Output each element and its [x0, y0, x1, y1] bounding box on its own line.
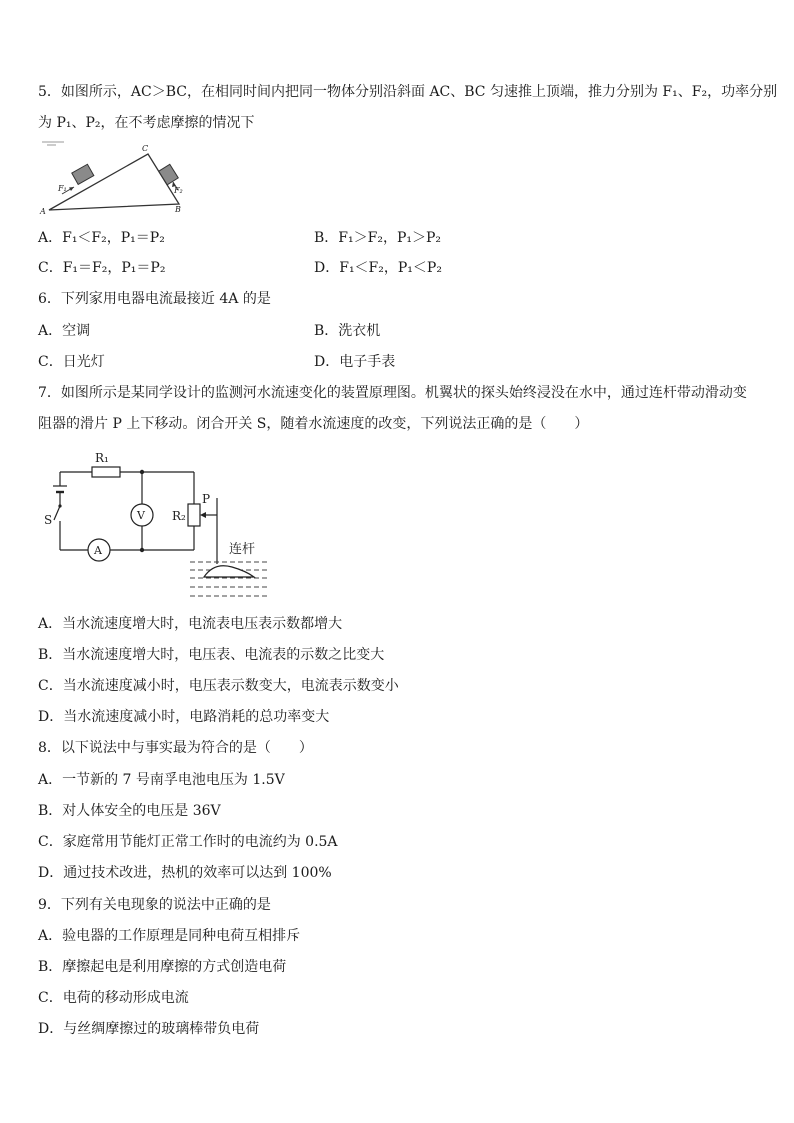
q9-stem: 9．下列有关电现象的说法中正确的是	[38, 897, 271, 913]
q6-option-b: B．洗衣机	[314, 323, 381, 339]
incline-triangle	[49, 154, 179, 210]
q7-circuit-figure	[36, 446, 276, 602]
label-f1: F₁	[58, 184, 67, 193]
q6-stem: 6．下列家用电器电流最接近 4A 的是	[38, 291, 271, 307]
q9-option-d: D．与丝绸摩擦过的玻璃棒带负电荷	[38, 1021, 260, 1037]
q6-option-a: A．空调	[38, 323, 91, 339]
q9-option-c: C．电荷的移动形成电流	[38, 990, 189, 1006]
q8-option-c: C．家庭常用节能灯正常工作时的电流约为 0.5A	[38, 834, 338, 850]
block-on-bc	[159, 164, 179, 184]
q5-option-d: D．F₁＜F₂，P₁＜P₂	[314, 260, 442, 276]
resistor-r1	[92, 467, 120, 477]
label-c: C	[142, 144, 149, 153]
label-a: A	[40, 207, 46, 216]
q8-option-a: A．一节新的 7 号南孚电池电压为 1.5V	[38, 772, 285, 788]
junction-dot	[140, 470, 144, 474]
q6-option-d: D．电子手表	[314, 354, 396, 370]
q5-stem-line2: 为 P₁、P₂，在不考虑摩擦的情况下	[38, 115, 255, 131]
q8-stem: 8．以下说法中与事实最为符合的是（ ）	[38, 740, 313, 756]
label-rod: 连杆	[229, 542, 256, 557]
q5-stem-line1: 5．如图所示，AC＞BC，在相同时间内把同一物体分别沿斜面 AC、BC 匀速推上顶端，推力分别为 F₁、F₂，功率分别	[38, 84, 778, 100]
q7-stem-line2: 阻器的滑片 P 上下移动。闭合开关 S，随着水流速度的改变，下列说法正确的是（ ）	[38, 416, 589, 432]
rheostat-r2	[188, 504, 200, 526]
q7-option-a: A．当水流速度增大时，电流表电压表示数都增大	[38, 616, 343, 632]
q9-option-b: B．摩擦起电是利用摩擦的方式创造电荷	[38, 959, 287, 975]
q6-option-c: C．日光灯	[38, 354, 105, 370]
q5-option-b: B．F₁＞F₂，P₁＞P₂	[314, 230, 442, 246]
q8-option-b: B．对人体安全的电压是 36V	[38, 803, 221, 819]
q7-stem-line1: 7．如图所示是某同学设计的监测河水流速变化的装置原理图。机翼状的探头始终浸没在水中，通过连杆带动滑动变	[38, 385, 747, 401]
slider-p-arrow	[200, 512, 206, 518]
junction-dot	[140, 548, 144, 552]
q5-option-a: A．F₁＜F₂，P₁＝P₂	[38, 230, 165, 246]
q5-option-c: C．F₁＝F₂，P₁＝P₂	[38, 260, 166, 276]
label-s: S	[44, 513, 53, 527]
wing-probe	[204, 566, 254, 577]
label-f2: F₂	[174, 186, 183, 195]
switch-s	[54, 506, 60, 520]
block-on-ac	[72, 164, 94, 184]
label-a-meter: A	[94, 544, 102, 557]
q8-option-d: D．通过技术改进，热机的效率可以达到 100%	[38, 865, 332, 881]
label-v: V	[137, 509, 145, 522]
q5-incline-figure	[36, 140, 196, 220]
label-r2: R₂	[172, 509, 186, 523]
q9-option-a: A．验电器的工作原理是同种电荷互相排斥	[38, 928, 301, 944]
q7-option-d: D．当水流速度减小时，电路消耗的总功率变大	[38, 709, 330, 725]
label-p: P	[202, 492, 211, 506]
q7-option-c: C．当水流速度减小时，电压表示数变大，电流表示数变小	[38, 678, 399, 694]
q7-option-b: B．当水流速度增大时，电压表、电流表的示数之比变大	[38, 647, 385, 663]
label-b: B	[175, 205, 181, 214]
label-r1: R₁	[95, 451, 109, 465]
